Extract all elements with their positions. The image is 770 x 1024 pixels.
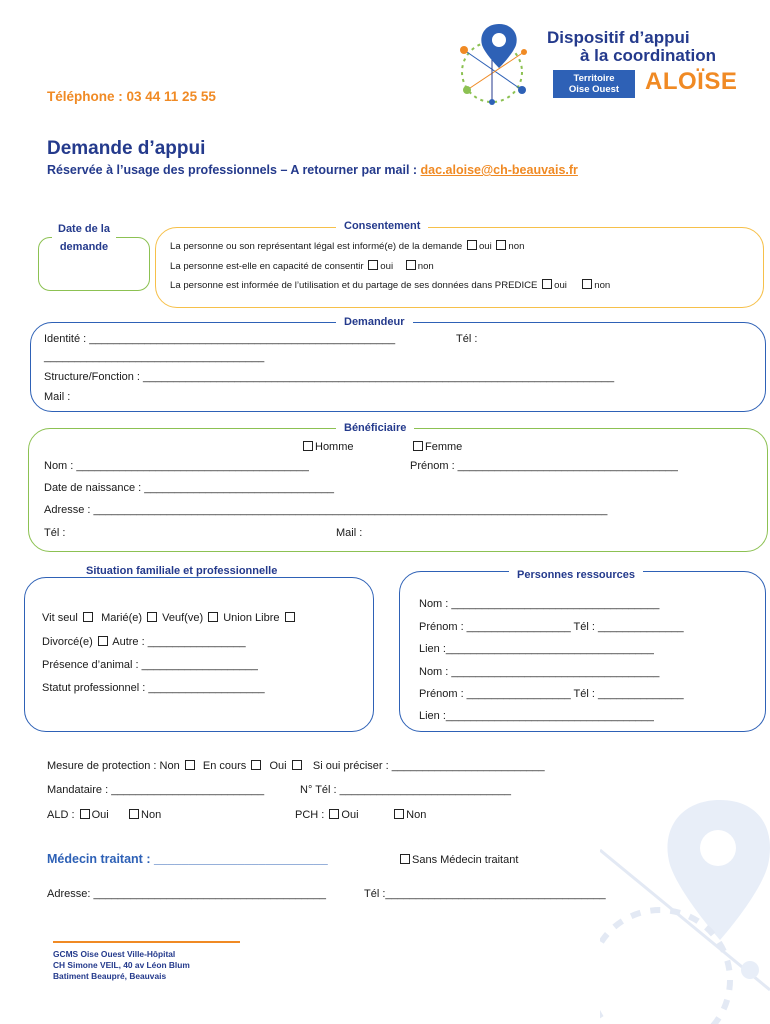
checkbox[interactable] [303, 441, 313, 451]
checkbox[interactable] [251, 760, 261, 770]
date-label-line1: Date de la [58, 223, 110, 235]
ressource-prenom-2[interactable]: Prénom : _________________ Tél : ______________ [419, 688, 684, 700]
checkbox[interactable] [83, 612, 93, 622]
protection-label: Mesure de protection : [47, 760, 157, 772]
footer-line1: GCMS Oise Ouest Ville-Hôpital [53, 949, 176, 959]
homme-label: Homme [315, 441, 354, 453]
footer-line2: CH Simone VEIL, 40 av Léon Blum [53, 960, 190, 970]
medecin-tel-field[interactable]: Tél :____________________________________ [364, 888, 606, 900]
marie-label: Marié(e) [101, 612, 143, 624]
oui-label: oui [478, 241, 492, 252]
checkbox[interactable] [394, 809, 404, 819]
checkbox[interactable] [467, 240, 477, 250]
ald-oui-label: Oui [91, 809, 109, 821]
identite-field[interactable] [44, 333, 395, 345]
demandeur-tel-field[interactable]: ____________________________________ [44, 351, 265, 363]
homme-option[interactable] [301, 441, 354, 453]
phone-number: Téléphone : 03 44 11 25 55 [47, 89, 216, 104]
checkbox[interactable] [329, 809, 339, 819]
pch-label: PCH : [295, 809, 325, 821]
situation-section [24, 577, 374, 732]
beneficiaire-mail-field[interactable]: Mail : [336, 527, 363, 539]
page-subtitle [47, 163, 578, 177]
checkbox[interactable] [542, 279, 552, 289]
checkbox[interactable] [406, 260, 416, 270]
checkbox[interactable] [496, 240, 506, 250]
beneficiaire-nom-field[interactable]: Nom : ______________________________________ [44, 460, 309, 472]
brand-name: ALOÏSE [645, 68, 738, 95]
non-label: non [508, 241, 525, 252]
consent-line-2-text: La personne est-elle en capacité de consentir [170, 261, 364, 272]
ressources-legend: Personnes ressources [509, 569, 643, 581]
beneficiaire-prenom-field[interactable]: Prénom : ____________________________________ [410, 460, 678, 472]
checkbox[interactable] [285, 612, 295, 622]
situation-legend: Situation familiale et professionnelle [78, 565, 285, 577]
beneficiaire-legend: Bénéficiaire [336, 422, 414, 434]
en-cours-label: En cours [202, 760, 247, 772]
ald-label: ALD : [47, 809, 75, 821]
footer-address [53, 949, 190, 982]
ald-non-label: Non [141, 809, 162, 821]
footer-divider [53, 941, 240, 943]
ald-row [47, 809, 161, 821]
medecin-field[interactable]: Médecin traitant : _________________________ [47, 852, 328, 866]
ressource-nom-2[interactable]: Nom : __________________________________ [419, 666, 660, 678]
demandeur-tel-label: Tél : [456, 333, 478, 345]
page-title: Demande d’appui [47, 138, 206, 159]
situation-row-2 [42, 636, 246, 648]
mandataire-tel-field[interactable]: N° Tél : ____________________________ [300, 784, 511, 796]
consentement-legend: Consentement [336, 220, 428, 232]
checkbox[interactable] [582, 279, 592, 289]
checkbox[interactable] [413, 441, 423, 451]
beneficiaire-tel-field[interactable]: Tél : [44, 527, 66, 539]
situation-row-1 [42, 612, 297, 624]
statut-field[interactable]: Statut professionnel : ___________________ [42, 682, 265, 694]
protection-non-label: Non [159, 760, 180, 772]
checkbox[interactable] [368, 260, 378, 270]
pch-row [295, 809, 426, 821]
consent-line-1-text: La personne ou son représentant légal est informé(e) de la demande [170, 241, 463, 252]
territoire-line1: Territoire [573, 73, 615, 84]
checkbox[interactable] [185, 760, 195, 770]
veuf-label: Veuf(ve) [162, 612, 204, 624]
pch-non-label: Non [406, 809, 427, 821]
autre-field[interactable]: Autre : ________________ [112, 636, 246, 648]
union-libre-label: Union Libre [223, 612, 280, 624]
consent-line-1 [170, 240, 524, 252]
vit-seul-label: Vit seul [42, 612, 78, 624]
territoire-badge [553, 70, 635, 98]
demandeur-mail-field[interactable]: Mail : [44, 391, 71, 403]
consent-line-3-text: La personne est informée de l’utilisation et du partage de ses données dans PREDICE [170, 280, 538, 291]
ressource-nom-1[interactable]: Nom : __________________________________ [419, 598, 660, 610]
footer-line3: Batiment Beaupré, Beauvais [53, 971, 167, 981]
email-link[interactable]: dac.aloise@ch-beauvais.fr [420, 163, 578, 177]
divorce-label: Divorcé(e) [42, 636, 93, 648]
protection-oui-label: Oui [269, 760, 287, 772]
animal-field[interactable]: Présence d’animal : ___________________ [42, 659, 258, 671]
logo-line1: Dispositif d’appui [547, 28, 690, 47]
identite-label: Identité : __________________________________________________ [44, 333, 396, 345]
consent-line-3 [170, 279, 610, 291]
sans-medecin-label: Sans Médecin traitant [412, 854, 519, 866]
sans-medecin-option[interactable] [398, 854, 518, 866]
checkbox[interactable] [129, 809, 139, 819]
demandeur-legend: Demandeur [336, 316, 413, 328]
medecin-adresse-field[interactable]: Adresse: ______________________________________ [47, 888, 326, 900]
checkbox[interactable] [80, 809, 90, 819]
checkbox[interactable] [147, 612, 157, 622]
checkbox[interactable] [208, 612, 218, 622]
non-label: non [417, 261, 434, 272]
date-label [52, 220, 116, 256]
oui-label: oui [554, 280, 567, 291]
date-label-line2: demande [59, 241, 109, 253]
checkbox[interactable] [400, 854, 410, 864]
ressource-lien-1[interactable]: Lien :__________________________________ [419, 643, 654, 655]
non-label: non [594, 280, 611, 291]
checkbox[interactable] [292, 760, 302, 770]
watermark-pin-icon [600, 790, 770, 1024]
preciser-field[interactable]: Si oui préciser : _________________________ [312, 760, 545, 772]
network-pin-icon [452, 20, 547, 106]
ressource-lien-2[interactable]: Lien :__________________________________ [419, 710, 654, 722]
ressource-prenom-1[interactable]: Prénom : _________________ Tél : ______________ [419, 621, 684, 633]
checkbox[interactable] [98, 636, 108, 646]
pch-oui-label: Oui [341, 809, 359, 821]
consent-line-2 [170, 260, 434, 272]
femme-option[interactable] [411, 441, 462, 453]
protection-row [47, 760, 545, 772]
territoire-line2: Oise Ouest [568, 84, 620, 95]
oui-label: oui [380, 261, 394, 272]
femme-label: Femme [425, 441, 463, 453]
naissance-field[interactable]: Date de naissance : _______________________________ [44, 482, 334, 494]
beneficiaire-adresse-field[interactable]: Adresse : ____________________________________________________________________________________ [44, 504, 608, 516]
mandataire-field[interactable]: Mandataire : _________________________ [47, 784, 265, 796]
logo-line2: à la coordination [580, 46, 717, 65]
subtitle-text: Réservée à l’usage des professionnels – A retourner par mail : [47, 163, 421, 177]
structure-field[interactable]: Structure/Fonction : _____________________________________________________________________________ [44, 371, 615, 383]
